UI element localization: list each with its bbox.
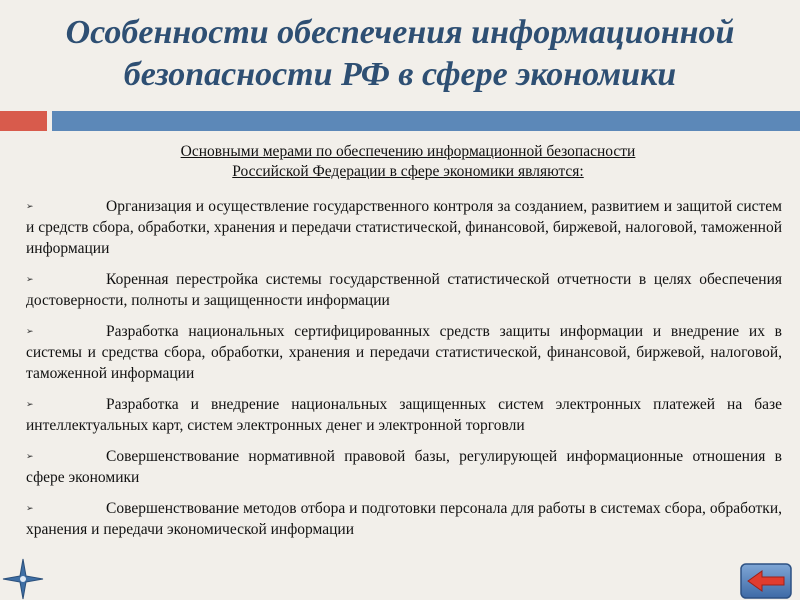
list-item: [26, 269, 782, 311]
arrow-bullet-icon: ➢: [26, 326, 34, 336]
list-item-text: Разработка национальных сертифицированных средств защиты информации и внедрение их в системы и средства сбора, обработки, хранения и передачи статистической, финансовой, биржевой, налоговой, таможенной информации: [26, 323, 782, 382]
list-item-text: Организация и осуществление государственного контроля за созданием, развитием и защитой систем и средств сбора, обработки, хранения и передачи статистической, финансовой, биржевой, налоговой, таможенной информации: [26, 198, 782, 257]
intro-line-2: Российской Федерации в сфере экономики являются:: [232, 163, 584, 180]
list-item: [26, 498, 782, 540]
list-item: [26, 446, 782, 488]
arrow-bullet-icon: ➢: [26, 201, 34, 211]
compass-star-icon: [2, 558, 44, 600]
accent-bar-red: [0, 111, 47, 131]
list-item-text: Коренная перестройка системы государственной статистической отчетности в целях обеспечения достоверности, полноты и защищенности информации: [26, 271, 782, 309]
list-item-text: Совершенствование нормативной правовой базы, регулирующей информационные отношения в сфере экономики: [26, 448, 782, 486]
list-item-text: Совершенствование методов отбора и подготовки персонала для работы в системах сбора, обработки, хранения и передачи экономической информации: [26, 500, 782, 538]
arrow-bullet-icon: ➢: [26, 399, 34, 409]
arrow-bullet-icon: ➢: [26, 451, 34, 461]
back-arrow-icon[interactable]: [740, 563, 792, 599]
slide-title-line-2: безопасности РФ в сфере экономики: [123, 56, 677, 93]
accent-bar-blue: [52, 111, 800, 131]
list-item: [26, 321, 782, 384]
arrow-bullet-icon: ➢: [26, 274, 34, 284]
list-item-text: Разработка и внедрение национальных защищенных систем электронных платежей на базе интеллектуальных карт, систем электронных денег и электронной торговли: [26, 396, 782, 434]
list-item: [26, 196, 782, 259]
intro-line-1: Основными мерами по обеспечению информационной безопасности: [180, 143, 636, 160]
arrow-bullet-icon: ➢: [26, 503, 34, 513]
measures-list: [26, 196, 782, 550]
slide-title-line-1: Особенности обеспечения информационной: [65, 14, 735, 51]
intro-text: [20, 142, 796, 182]
slide-title: [0, 12, 800, 96]
list-item: [26, 394, 782, 436]
